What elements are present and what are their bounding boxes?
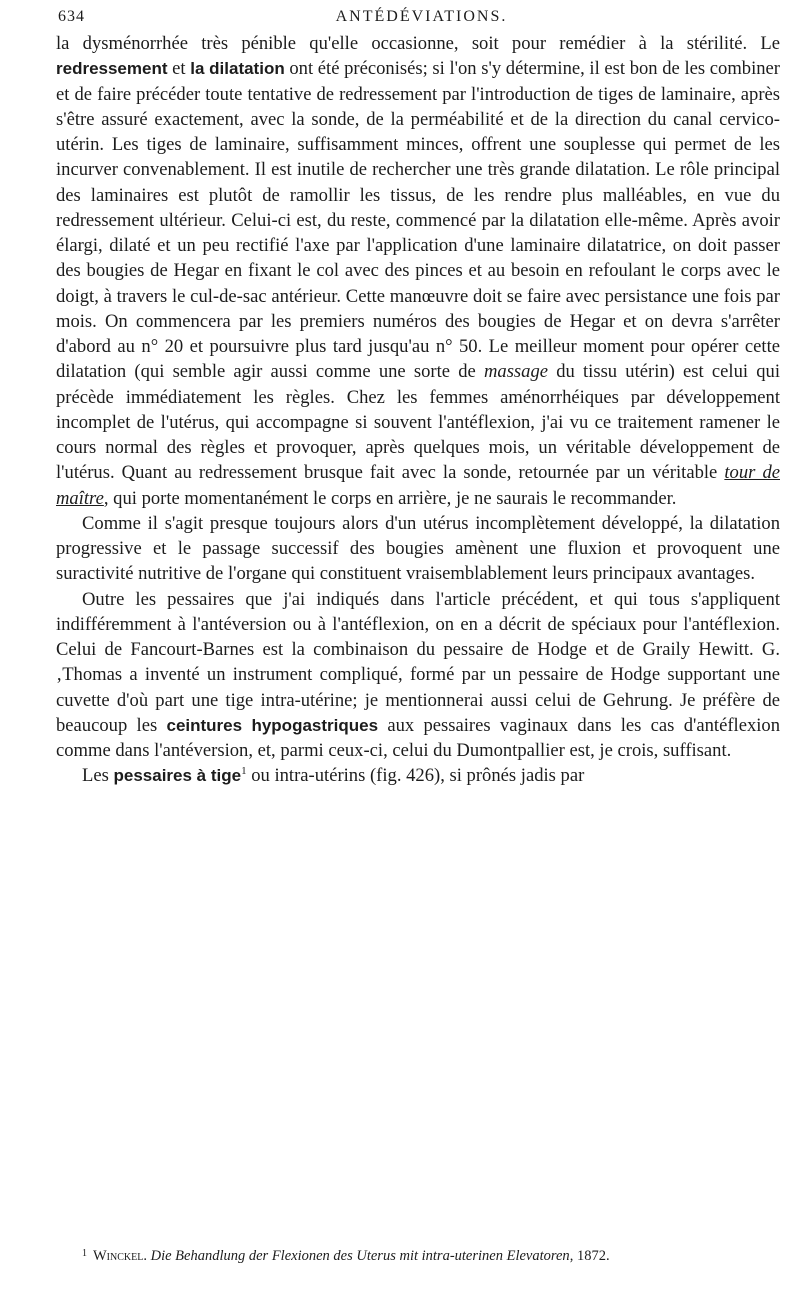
term-dilatation: la dilatation	[190, 59, 285, 79]
term-pessaires-a-tige: pessaires à tige	[113, 766, 242, 786]
term-redressement: redressement	[56, 59, 168, 79]
page-header	[58, 4, 785, 30]
footnote-author: Winckel.	[93, 1248, 147, 1264]
paragraph-pessaires: Outre les pessaires que j'ai indiqués dans l'article précédent, et qui tous s'appliquent indifféremment à l'antéversion ou à l'antéflexion, on en a décrit de spéciaux pour l'antéflexion. Celui de Fancourt-Barnes est la combinaison du pessaire de Hodge et de Graily Hewitt. G.‚Thomas a inventé un instrument compliqué, formé par un pessaire de Hodge supportant une cuvette d'où part une tige intra-utérine; je mentionnerai aussi celui de Gehrung. Je préfère de beaucoup les ceintures hypogastriques aux pessaires vaginaux dans les cas d'antéflexion comme dans l'antéversion, et, parmi ceux-ci, celui du Dumontpallier est, je crois, suffisant.	[56, 588, 780, 761]
running-head: ANTÉDÉVIATIONS.	[335, 8, 508, 25]
page-number: 634	[58, 8, 85, 25]
paragraph-uterus: Comme il s'agit presque toujours alors d'un utérus incomplètement développé, la dilatation progressive et le passage successif des bougies amènent une fluxion et provoquent une suractivité nutritive de l'organe qui constituent vraisemblablement leurs principaux avantages.	[56, 512, 780, 585]
body-text	[56, 31, 780, 789]
footnote	[56, 1245, 780, 1265]
term-tour-de-maitre: tour de maître	[56, 462, 780, 509]
paragraph-pessaires-a-tige: Les pessaires à tige$^1$ ou intra-utérins (fig. 426), si prônés jadis par	[82, 765, 585, 787]
term-ceintures: ceintures hypogastriques	[166, 715, 379, 735]
footnote-title: Die Behandlung der Flexionen des Uterus mit intra-uterinen Elevatoren	[150, 1248, 570, 1264]
footnote-ref: 1	[241, 765, 247, 778]
footnote-year: , 1872.	[569, 1248, 610, 1264]
term-massage: massage	[483, 361, 549, 383]
paragraph-continuation: la dysménorrhée très pénible qu'elle occasionne, soit pour remédier à la stérilité. Le redressement et la dilatation ont été préconisés; si l'on s'y détermine, il est bon de les combiner et de faire précéder toute tentative de redressement par l'introduction de tiges de laminaire, après s'être assuré exactement, avec la sonde, de la perméabilité et de la direction du canal cervico-utérin. Les tiges de laminaire, suffisamment minces, offrent une souplesse qui permet de les incurver convenablement. Il est inutile de rechercher une très grande dilatation. Le rôle principal des laminaires est plutôt de ramollir les tissus, de les rendre plus malléables, en vue du redressement ultérieur. Celui-ci est, du reste, commencé par la dilatation elle-même. Après avoir élargi, dilaté et un peu rectifié l'axe par l'application d'une laminaire dilatatrice, on doit passer des bougies de Hegar en fixant le col avec des pinces et au besoin en refoulant le corps avec le doigt, à travers le cul-de-sac antérieur. Cette manœuvre doit se faire avec persistance une fois par mois. On commencera par les premiers numéros des bougies de Hegar et on devra s'arrêter d'abord au n° 20 et poursuivre plus tard jusqu'au n° 50. Le meilleur moment pour opérer cette dilatation (qui semble agir aussi comme une sorte de massage du tissu utérin) est celui qui précède immédiatement les règles. Chez les femmes aménorrhéiques par développement incomplet de l'utérus, qui accompagne si souvent l'antéflexion, j'ai vu ce traitement ramener le cours normal des règles et provoquer, après quelques mois, un véritable développement de l'utérus. Quant au redressement brusque fait avec la sonde, retournée par un véritable tour de maître, qui porte momentanément le corps en arrière, je ne saurais le recommander.	[56, 33, 780, 509]
footnote-mark: 1	[82, 1248, 87, 1259]
